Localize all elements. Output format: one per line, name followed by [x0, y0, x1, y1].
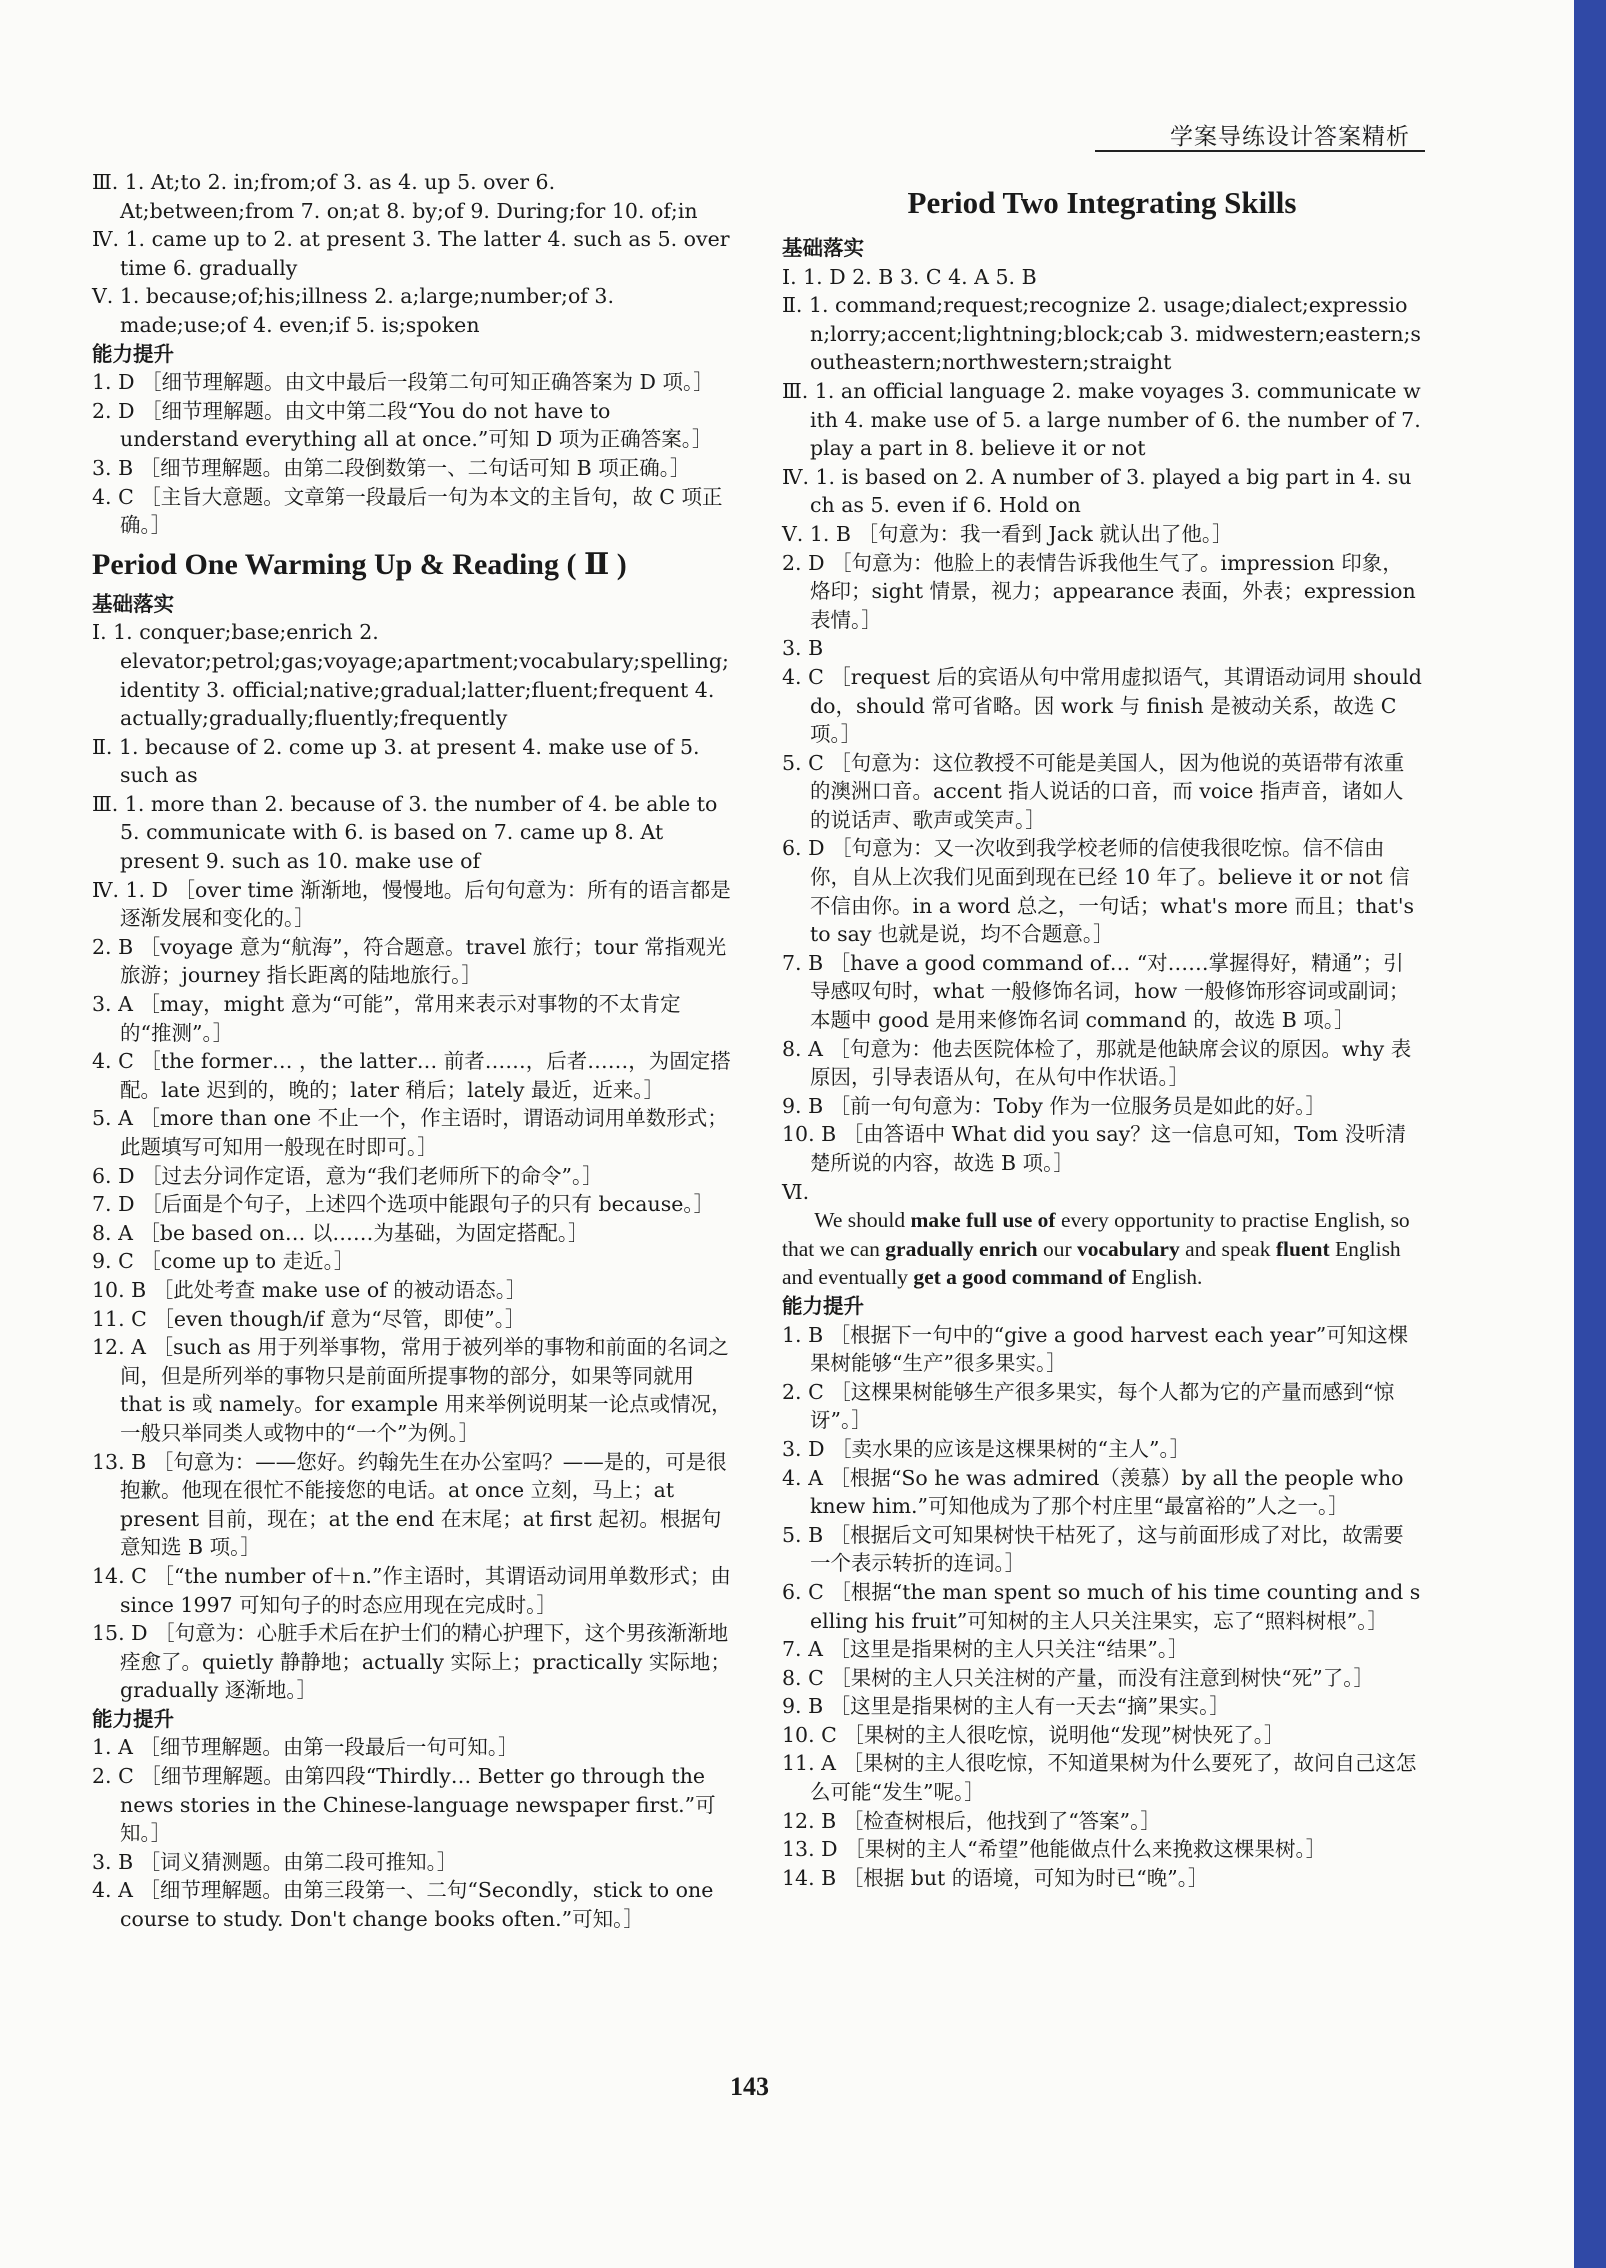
- answer-line: 11. C ［even though/if 意为“尽管，即使”。］: [92, 1306, 526, 1331]
- answer-line: 4. A ［细节理解题。由第三段第一、二句“Secondly，stick to one course to study. Don't change books often.”可知。］: [92, 1878, 714, 1932]
- section-title: 基础落实: [92, 591, 174, 616]
- answer-line: Ⅳ. 1. D ［over time 渐渐地，慢慢地。后句句意为：所有的语言都是逐渐发展和变化的。］: [92, 877, 731, 931]
- left-column: [92, 168, 732, 1934]
- section-six-label: Ⅵ.: [782, 1179, 810, 1204]
- answer-line: 7. D ［后面是个句子，上述四个选项中能跟句子的只有 because。］: [92, 1192, 715, 1217]
- answer-line: 10. B ［由答语中 What did you say？这一信息可知，Tom 没听清楚所说的内容，故选 B 项。］: [782, 1122, 1407, 1175]
- answer-line: 4. A ［根据“So he was admired（羡慕）by all the people who knew him.”可知他成为了那个村庄里“最富裕的”人之一。］: [782, 1465, 1404, 1519]
- answer-line: 15. D ［句意为：心脏手术后在护士们的精心护理下，这个男孩渐渐地痊愈了。quietly 静静地；actually 实际上；practically 实际地；gradually 逐渐地。］: [92, 1621, 731, 1703]
- answer-line: 4. C ［主旨大意题。文章第一段最后一句为本文的主旨句，故 C 项正确。］: [92, 484, 723, 538]
- page-number: 143: [730, 2072, 769, 2101]
- answer-line: 12. B ［检查树根后，他找到了“答案”。］: [782, 1808, 1161, 1833]
- section-title: 基础落实: [782, 236, 864, 260]
- answer-line: 8. A ［be based on… 以……为基础，为固定搭配。］: [92, 1220, 589, 1245]
- section-title: 能力提升: [92, 341, 174, 366]
- answer-line: 1. A ［细节理解题。由第一段最后一句可知。］: [92, 1735, 519, 1760]
- answer-line: Ⅴ. 1. B ［句意为：我一看到 Jack 就认出了他。］: [782, 521, 1233, 546]
- answer-line: 2. D ［句意为：他脸上的表情告诉我他生气了。impression 印象，烙印；sight 情景，视力；appearance 表面，外表；expression 表情。］: [782, 550, 1416, 632]
- answer-line: 6. C ［根据“the man spent so much of his time counting and selling his fruit”可知树的主人只关注果实，忘了“照料树根”。］: [782, 1579, 1421, 1633]
- answer-line: Ⅲ. 1. more than 2. because of 3. the number of 4. be able to 5. communicate with 6. is based on 7. came up 8. At present 9. such as 10. make use of: [92, 791, 718, 874]
- answer-line: 3. D ［卖水果的应该是这棵果树的“主人”。］: [782, 1436, 1191, 1461]
- answer-line: 9. C ［come up to 走近。］: [92, 1249, 355, 1274]
- answer-line: 5. C ［句意为：这位教授不可能是美国人，因为他说的英语带有浓重的澳洲口音。accent 指人说话的口音，而 voice 指声音，诸如人的说话声、歌声或笑声。］: [782, 750, 1405, 832]
- answer-line: 10. B ［此处考查 make use of 的被动语态。］: [92, 1277, 527, 1302]
- answer-line: 7. A ［这里是指果树的主人只关注“结果”。］: [782, 1637, 1189, 1662]
- answer-line: 3. B ［细节理解题。由第二段倒数第一、二句话可知 B 项正确。］: [92, 455, 691, 480]
- answer-line: 1. B ［根据下一句中的“give a good harvest each year”可知这棵果树能够“生产”很多果实。］: [782, 1322, 1409, 1376]
- answer-line: 2. D ［细节理解题。由文中第二段“You do not have to understand everything all at once.”可知 D 项为正确答案。］: [92, 398, 713, 452]
- answer-line: Ⅲ. 1. At;to 2. in;from;of 3. as 4. up 5. over 6. At;between;from 7. on;at 8. by;of 9. During;for 10. of;in: [92, 170, 698, 223]
- answer-line: 9. B ［前一句句意为：Toby 作为一位服务员是如此的好。］: [782, 1093, 1327, 1118]
- writing-paragraph: [782, 1206, 1422, 1292]
- answer-line: 4. C ［the former… ，the latter… 前者……，后者……，为固定搭配。late 迟到的，晚的；later 稍后；lately 最近，近来。］: [92, 1049, 731, 1102]
- answer-line: 5. A ［more than one 不止一个，作主语时，谓语动词用单数形式；此题填写可知用一般现在时即可。］: [92, 1106, 728, 1159]
- section-title: 能力提升: [92, 1706, 174, 1731]
- answer-line: 13. D ［果树的主人“希望”他能做点什么来挽救这棵果树。］: [782, 1837, 1327, 1862]
- answer-line: 3. B: [782, 636, 824, 661]
- answer-line: Ⅲ. 1. an official language 2. make voyages 3. communicate with 4. make use of 5. a large number of 6. the number of 7. play a part in 8. believe it or not: [782, 378, 1421, 461]
- answer-line: 13. B ［句意为：——您好。约翰先生在办公室吗？——是的，可是很抱歉。他现在很忙不能接您的电话。at once 立刻，马上；at present 目前，现在；at the end 在末尾；at first 起初。根据句意知选 B 项。］: [92, 1449, 727, 1560]
- essay-key-phrase: make full use of: [910, 1208, 1056, 1233]
- answer-line: 14. B ［根据 but 的语境，可知为时已“晚”。］: [782, 1865, 1209, 1890]
- answer-line: 6. D ［句意为：又一次收到我学校老师的信使我很吃惊。信不信由你，自从上次我们见面到现在已经 10 年了。believe it or not 信不信由你。in a word 总之，一句话；what's more 而且；that's to say 也就是说，均不合题意。］: [782, 836, 1415, 947]
- answer-line: 6. D ［过去分词作定语，意为“我们老师所下的命令”。］: [92, 1163, 603, 1188]
- essay-key-phrase: get a good command of: [913, 1265, 1126, 1290]
- essay-text: every opportunity to practise English, so that we can: [782, 1208, 1410, 1261]
- section-title: 能力提升: [782, 1293, 864, 1318]
- answer-line: 7. B ［have a good command of… “对……掌握得好，精通”；引导感叹句时，what 一般修饰名词，how 一般修饰形容词或副词；本题中 good 是用来修饰名词 command 的，故选 B 项。］: [782, 950, 1410, 1033]
- essay-text: our: [1037, 1236, 1077, 1261]
- answer-line: 11. A ［果树的主人很吃惊，不知道果树为什么要死了，故问自己这怎么可能“发生”呢。］: [782, 1751, 1417, 1805]
- answer-line: Ⅱ. 1. because of 2. come up 3. at present 4. make use of 5. such as: [92, 734, 700, 788]
- answer-line: Ⅰ. 1. conquer;base;enrich 2. elevator;petrol;gas;voyage;apartment;vocabulary;spelling;identity 3. official;native;gradual;latter;fluent;frequent 4. actually;gradually;fluently;frequently: [92, 620, 729, 731]
- answer-line: 3. A ［may，might 意为“可能”，常用来表示对事物的不太肯定的“推测”。］: [92, 992, 681, 1045]
- answer-line: 2. B ［voyage 意为“航海”，符合题意。travel 旅行；tour 常指观光旅游；journey 指长距离的陆地旅行。］: [92, 934, 727, 988]
- answer-line: 12. A ［such as 用于列举事物，常用于被列举的事物和前面的名词之间，但是所列举的事物只是前面所提事物的部分，如果等同就用 that is 或 namely。for example 用来举例说明某一论点或情况，一般只举同类人或物中的“一个”为例。］: [92, 1335, 732, 1445]
- answer-line: 1. D ［细节理解题。由文中最后一段第二句可知正确答案为 D 项。］: [92, 370, 714, 395]
- answer-line: 10. C ［果树的主人很吃惊，说明他“发现”树快死了。］: [782, 1722, 1285, 1747]
- essay-text: We should: [814, 1208, 911, 1233]
- period-heading: Period Two Integrating Skills: [907, 185, 1297, 220]
- answer-line: 8. C ［果树的主人只关注树的产量，而没有注意到树快“死”了。］: [782, 1665, 1374, 1690]
- essay-text: English.: [1125, 1265, 1203, 1290]
- answer-line: 8. A ［句意为：他去医院体检了，那就是他缺席会议的原因。why 表原因，引导表语从句，在从句中作状语。］: [782, 1036, 1412, 1090]
- answer-line: Ⅳ. 1. came up to 2. at present 3. The latter 4. such as 5. over time 6. gradually: [92, 227, 730, 280]
- answer-line: Ⅱ. 1. command;request;recognize 2. usage;dialect;expression;lorry;accent;lightning;block;cab 3. midwestern;eastern;southeastern;northwestern;straight: [782, 293, 1421, 375]
- answer-line: 2. C ［细节理解题。由第四段“Thirdly… Better go through the news stories in the Chinese-language newspaper first.”可知。］: [92, 1764, 716, 1846]
- page-header-title: 学案导练设计答案精析: [1170, 124, 1410, 150]
- essay-text: and speak: [1179, 1236, 1276, 1261]
- essay-text: English and eventually: [782, 1236, 1401, 1290]
- answer-line: Ⅴ. 1. because;of;his;illness 2. a;large;number;of 3. made;use;of 4. even;if 5. is;spoken: [92, 284, 614, 337]
- answer-line: 2. C ［这棵果树能够生产很多果实，每个人都为它的产量而感到“惊讶”。］: [782, 1379, 1395, 1433]
- essay-key-phrase: fluent: [1275, 1236, 1330, 1261]
- answer-line: 9. B ［这里是指果树的主人有一天去“摘”果实。］: [782, 1694, 1230, 1719]
- answer-line: 5. B ［根据后文可知果树快干枯死了，这与前面形成了对比，故需要一个表示转折的连词。］: [782, 1522, 1404, 1576]
- essay-key-phrase: vocabulary: [1077, 1236, 1180, 1261]
- essay-key-phrase: gradually enrich: [885, 1236, 1038, 1261]
- answer-line: Ⅰ. 1. D 2. B 3. C 4. A 5. B: [782, 264, 1037, 289]
- answer-line: Ⅳ. 1. is based on 2. A number of 3. played a big part in 4. such as 5. even if 6. Hold on: [782, 464, 1412, 518]
- period-heading: Period One Warming Up & Reading ( Ⅱ ): [92, 547, 627, 581]
- right-column: [782, 182, 1422, 1892]
- answer-line: 4. C ［request 后的宾语从句中常用虚拟语气，其谓语动词用 should do，should 常可省略。因 work 与 finish 是被动关系，故选 C 项。］: [782, 664, 1422, 747]
- header-rule: [1095, 150, 1425, 152]
- answer-line: 3. B ［词义猜测题。由第二段可推知。］: [92, 1849, 458, 1874]
- answer-line: 14. C ［“the number of＋n.”作主语时，其谓语动词用单数形式；由 since 1997 可知句子的时态应用现在完成时。］: [92, 1563, 731, 1617]
